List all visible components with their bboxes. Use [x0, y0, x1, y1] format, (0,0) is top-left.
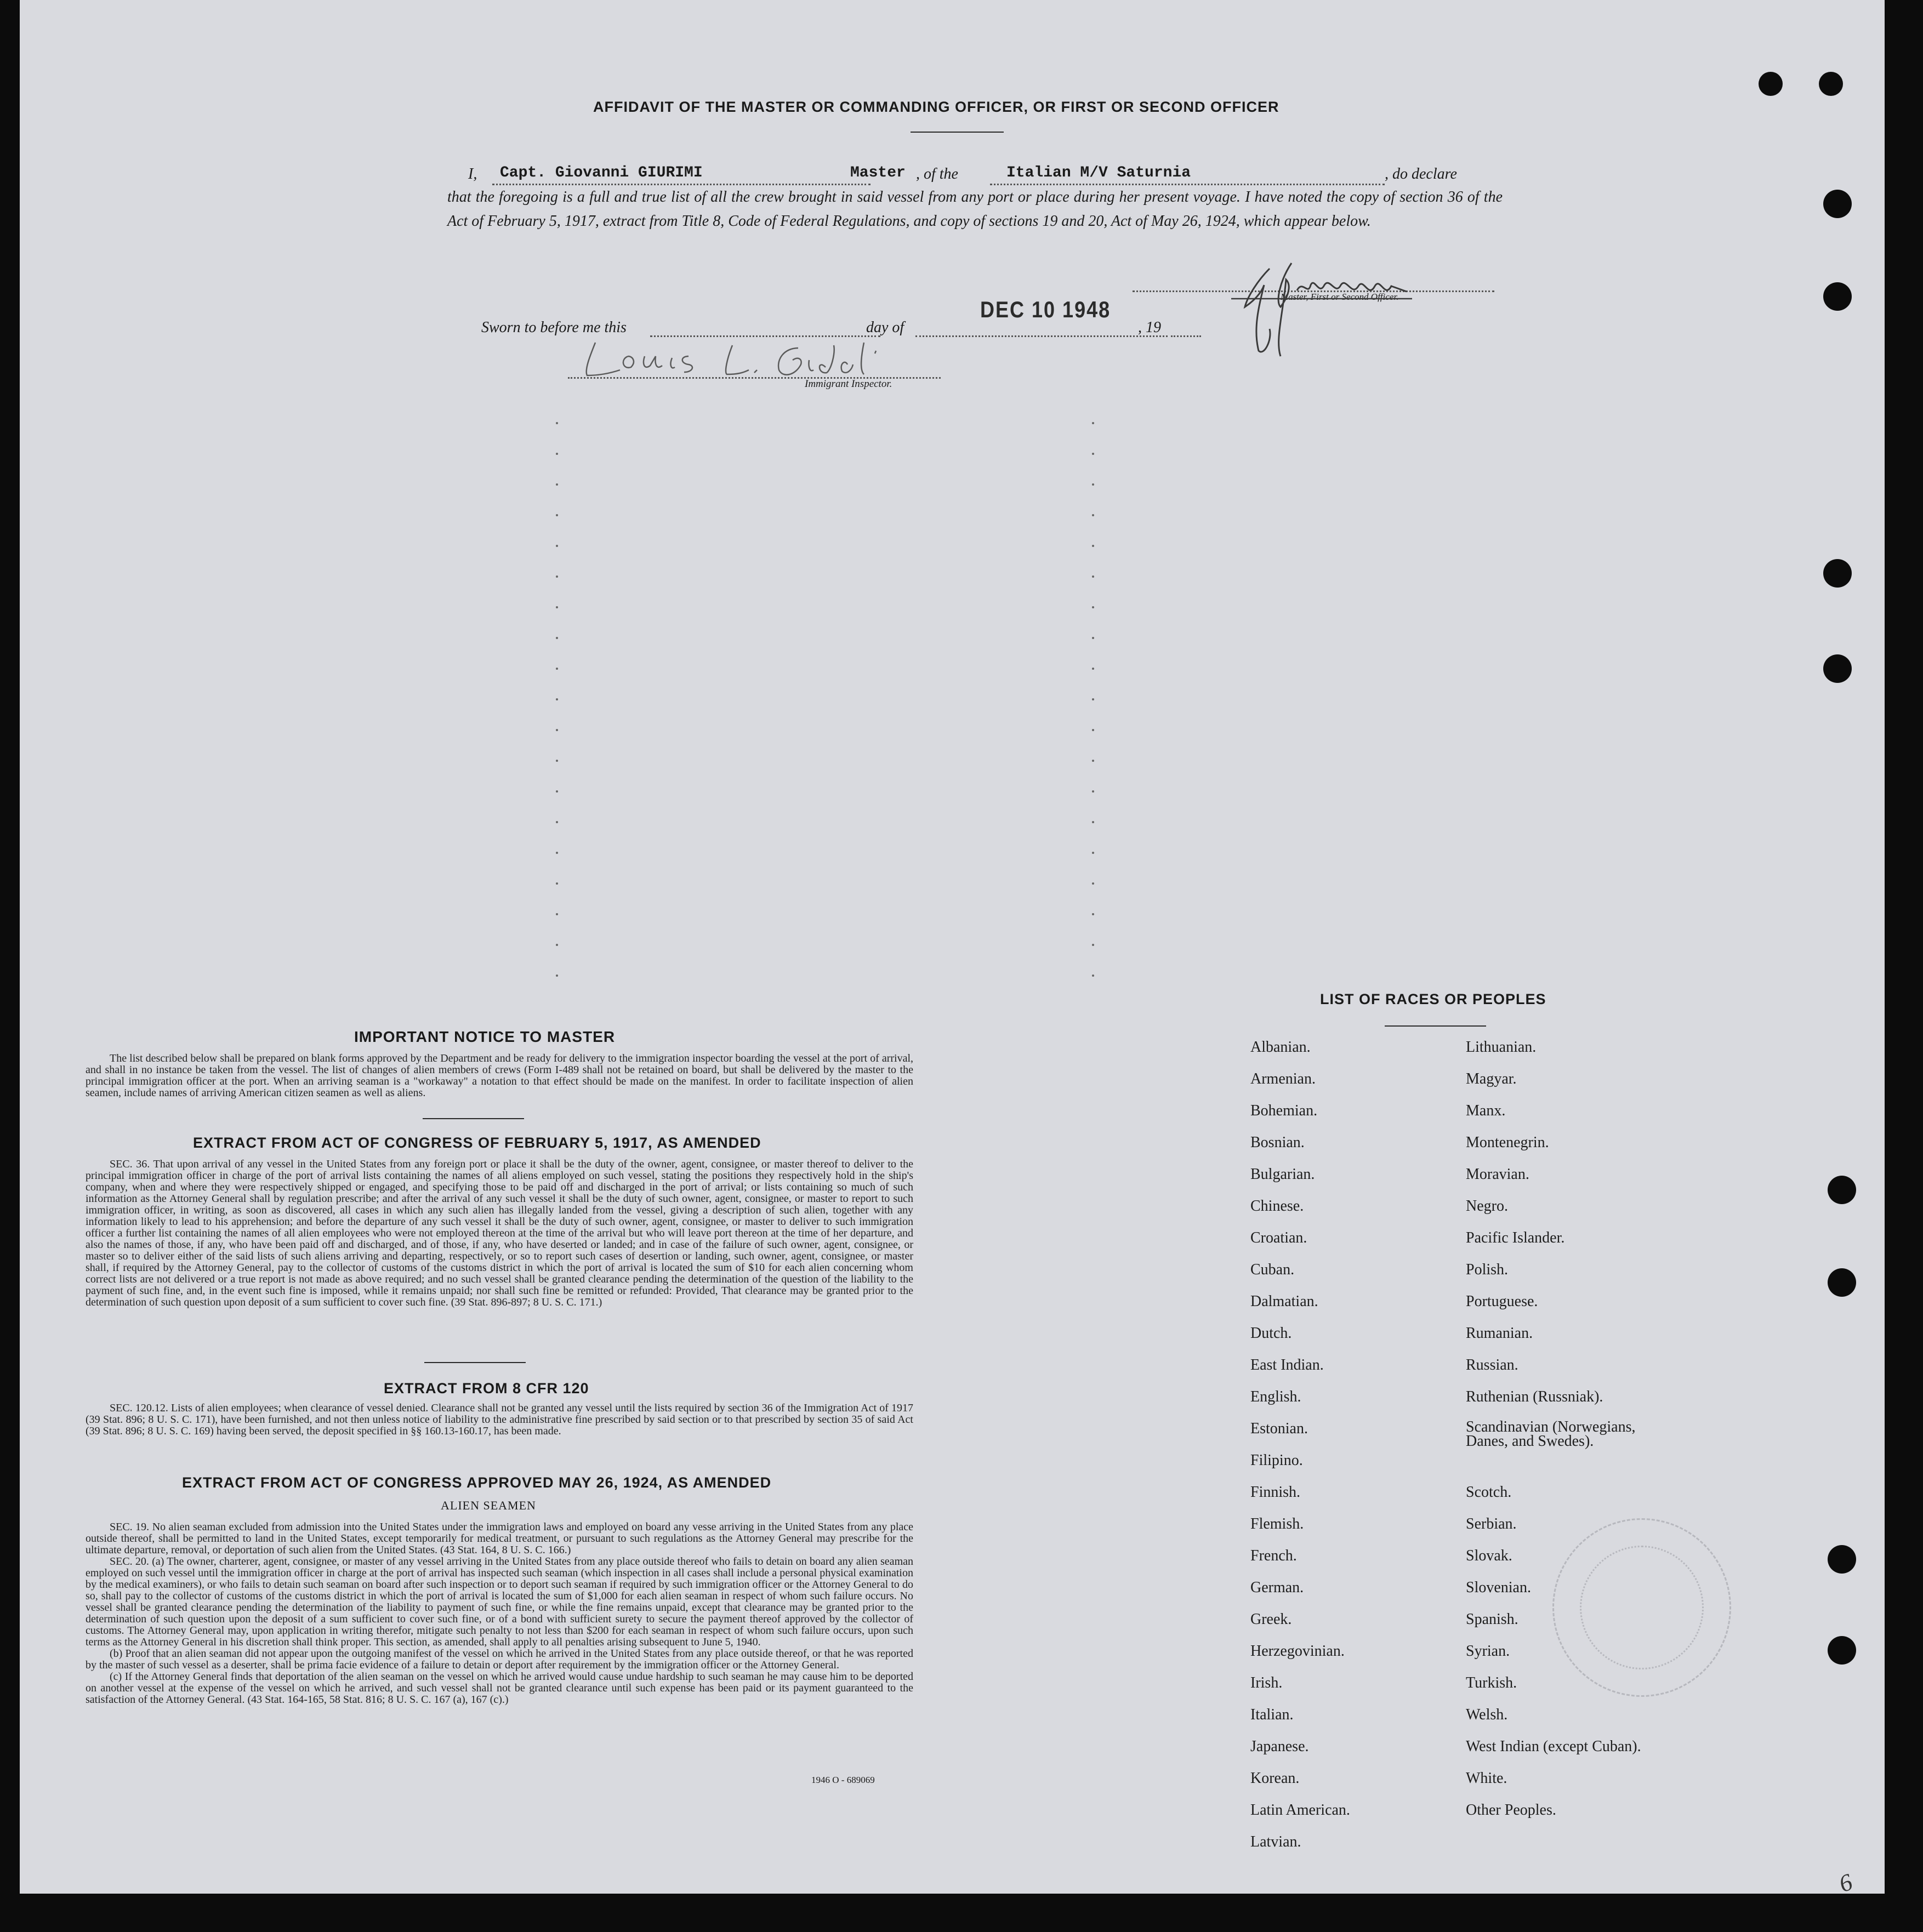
guide-dot [556, 729, 558, 731]
race-item: Chinese. [1250, 1198, 1304, 1215]
race-item: Russian. [1466, 1357, 1518, 1374]
race-item: Magyar. [1466, 1070, 1517, 1087]
race-item: Turkish. [1466, 1674, 1517, 1691]
inspector-signature [568, 326, 952, 389]
extract-1924-title: EXTRACT FROM ACT OF CONGRESS APPROVED MAY 26, 1924, AS AMENDED [182, 1474, 772, 1491]
race-item: Pacific Islander. [1466, 1229, 1565, 1246]
punch-hole [1823, 282, 1852, 311]
section-120-paragraph: SEC. 120.12. Lists of alien employees; when clearance of vessel denied. Clearance shall not be granted any vessel until the lists required by section 36 of the Immigration Act of 1917 (39 Stat. 896; 8 U. S. C. 171), have been furnished, and not then unless notice of liability to the administrative fine prescribed by said section or to that prescribed by section 35 of said Act (39 Stat. 896; 8 U. S. C. 169) having been served, the deposit specified in §§ 160.13-160.17, has been made. [86, 1402, 913, 1437]
guide-dot [1092, 637, 1094, 639]
guide-dot [556, 606, 558, 608]
master-name: Capt. Giovanni GIURIMI [500, 164, 703, 181]
inspector-caption: Immigrant Inspector. [805, 378, 892, 390]
guide-dot [556, 698, 558, 700]
extract-1924-text [86, 1521, 913, 1706]
guide-dot [1092, 422, 1094, 424]
race-item: Greek. [1250, 1611, 1292, 1628]
race-item: Latvian. [1250, 1833, 1301, 1850]
alien-seamen-subtitle: ALIEN SEAMEN [441, 1498, 536, 1512]
punch-hole [1828, 1176, 1856, 1204]
punch-hole [1823, 190, 1852, 218]
section-19-paragraph: SEC. 19. No alien seaman excluded from admission into the United States under the immigration laws and employed on board any vesse arriving in the United States from any place outside thereof, shall be permitted to land in the United States, except temporarily for medical treatment, or pursuant to such regulations as the Attorney General may prescribe for the ultimate departure, removal, or deportation of such alien from the United States. (43 Stat. 164, 8 U. S. C. 166.) [86, 1521, 913, 1556]
guide-dot [556, 974, 558, 977]
race-item: Polish. [1466, 1261, 1509, 1278]
race-item: Italian. [1250, 1706, 1294, 1723]
race-item: English. [1250, 1388, 1301, 1405]
punch-hole [1819, 72, 1843, 96]
race-item: Bulgarian. [1250, 1166, 1315, 1183]
extract-1917-text [86, 1159, 913, 1308]
race-item: Spanish. [1466, 1611, 1518, 1628]
form-number: 1946 O - 689069 [811, 1775, 875, 1785]
inspection-stamp-inner [1580, 1546, 1704, 1669]
race-item: Irish. [1250, 1674, 1283, 1691]
guide-dot [556, 575, 558, 578]
extract-1917-divider [424, 1362, 526, 1363]
guide-dot [1092, 882, 1094, 885]
title-underline [911, 132, 1004, 133]
date-field-line [915, 335, 1168, 337]
year-field-line [1171, 335, 1201, 337]
race-item: Finnish. [1250, 1484, 1301, 1501]
master-rank: Master [850, 164, 906, 181]
guide-dot [1092, 944, 1094, 946]
race-item: Japanese. [1250, 1738, 1309, 1755]
declaration-body: that the foregoing is a full and true list of all the crew brought in said vessel from any port or place during her present voyage. I have noted the copy of section 36 of the Act of February 5, 1917, extract from Title 8, Code of Federal Regulations, and copy of sections 19 and 20, Act of May 26, 1924, which appear below. [447, 189, 1503, 230]
extract-cfr-text [86, 1403, 913, 1437]
guide-dot [1092, 606, 1094, 608]
race-item: Syrian. [1466, 1643, 1510, 1660]
section-20c-paragraph: (c) If the Attorney General finds that deportation of the alien seaman on the vessel on which he arrived would cause undue hardship to such seaman he may cause him to be deported on another vessel at the expense of the vessel on which he arrived, and such vessel shall not be granted clearance until such expense has been paid or its payment guaranteed to the satisfaction of the Attorney General. (43 Stat. 164-165, 58 Stat. 816; 8 U. S. C. 167 (a), 167 (c).) [86, 1671, 913, 1706]
vessel-name: Italian M/V Saturnia [1006, 164, 1191, 181]
captain-signature [1220, 247, 1450, 375]
punch-hole [1828, 1268, 1856, 1297]
punch-hole [1759, 72, 1783, 96]
guide-dot [556, 514, 558, 516]
declaration-prefix: I, [468, 166, 477, 183]
race-item: Bosnian. [1250, 1134, 1305, 1151]
race-item: Slovenian. [1466, 1579, 1531, 1596]
year-prefix: , 19 [1138, 319, 1161, 336]
declaration-line [447, 166, 1508, 187]
race-item: Estonian. [1250, 1420, 1308, 1437]
section-20b-paragraph: (b) Proof that an alien seaman did not appear upon the outgoing manifest of the vessel on which he arrived in the United States from any place outside thereof, or that he was reported by the master of such vessel as a deserter, shall be prima facie evidence of a failure to detain or deport after requirement by the immigration officer or the Attorney General. [86, 1648, 913, 1671]
extract-cfr-title: EXTRACT FROM 8 CFR 120 [384, 1380, 589, 1397]
guide-dot [1092, 974, 1094, 977]
race-item: West Indian (except Cuban). [1466, 1738, 1641, 1755]
race-item: Rumanian. [1466, 1325, 1533, 1342]
punch-hole [1823, 559, 1852, 588]
guide-dot [556, 668, 558, 670]
race-item: Cuban. [1250, 1261, 1295, 1278]
section-36-paragraph: SEC. 36. That upon arrival of any vessel in the United States from any foreign port or place it shall be the duty of the owner, agent, consignee, or master thereof to deliver to the principal immigration officer in charge of the port of arrival lists containing the names of all aliens employed on such vessel, stating the positions they respectively hold in the ship's company, when and where they were respectively shipped or engaged, and specifying those to be paid off and discharged in the port of arrival; or lists containing so much of such information as the Attorney General shall by regulation prescribe; and after the arrival of any such vessel it shall be the duty of such owner, agent, consignee, or master to report to such immigration officer, in writing, as soon as discovered, all cases in which any such alien has illegally landed from the vessel, giving a description of such alien, together with any information likely to lead to his apprehension; and before the departure of any such vessel it shall be the duty of such owner, agent, consignee, or master to deliver to such immigration officer a further list containing the names of all alien employees who were not employed thereon at the time of the arrival but who will leave port thereon at the time of her departure, and also the names of those, if any, who have been paid off and discharged, and of those, if any, who have deserted or landed; and in case of the failure of such owner, agent, consignee, or master so to deliver either of the said lists of such aliens arriving and departing, respectively, or so to report such cases of desertion or landing, such owner, agent, consignee, or master shall, if required by the Attorney General, pay to the collector of customs of the customs district in which the port of arrival is located the sum of $10 for each alien concerning whom correct lists are not delivered or a true report is not made as above required; and no such vessel shall be granted clearance pending the determination of the question of the liability to the payment of such fine, and, in the event such fine is imposed, while it remains unpaid; nor shall such fine be remitted or refunded: Provided, That clearance may be granted prior to the determination of such question upon deposit of a sum sufficient to cover such fine. (39 Stat. 896-897; 8 U. S. C. 171.) [86, 1158, 913, 1308]
guide-dot [1092, 483, 1094, 486]
race-item: Montenegrin. [1466, 1134, 1549, 1151]
race-item: Albanian. [1250, 1039, 1311, 1056]
guide-dot [556, 790, 558, 793]
guide-dot [556, 852, 558, 854]
margin-mark: 6 [1835, 1868, 1856, 1898]
race-item: Portuguese. [1466, 1293, 1538, 1310]
punch-hole [1823, 654, 1852, 683]
race-item: Armenian. [1250, 1070, 1316, 1087]
of-the-label: , of the [916, 166, 958, 183]
notice-title: IMPORTANT NOTICE TO MASTER [354, 1028, 616, 1045]
guide-dot [1092, 760, 1094, 762]
race-item: Scandinavian (Norwegians, Danes, and Swedes). [1466, 1418, 1636, 1450]
race-item: Ruthenian (Russniak). [1466, 1388, 1603, 1405]
guide-dot [556, 637, 558, 639]
race-item: Latin American. [1250, 1802, 1350, 1819]
officer-caption: Master, First or Second Officer. [1281, 292, 1399, 302]
race-item: French. [1250, 1547, 1297, 1564]
document-page [20, 0, 1885, 1898]
guide-dot [1092, 698, 1094, 700]
guide-dot [1092, 514, 1094, 516]
race-item: White. [1466, 1770, 1507, 1787]
affidavit-title: AFFIDAVIT OF THE MASTER OR COMMANDING OFFICER, OR FIRST OR SECOND OFFICER [593, 99, 1279, 115]
race-item: Flemish. [1250, 1515, 1304, 1532]
guide-dot [1092, 545, 1094, 547]
guide-dot [1092, 790, 1094, 793]
race-item: Herzegovinian. [1250, 1643, 1345, 1660]
guide-dot [556, 483, 558, 486]
do-declare-label: , do declare [1385, 166, 1457, 183]
section-20a-paragraph: SEC. 20. (a) The owner, charterer, agent, consignee, or master of any vessel arriving in the United States from any place outside thereof who fails to detain on board any alien seaman employed on such vessel until the immigration officer in charge at the port of arrival has inspected such seaman (which inspection in all cases shall include a personal physical examination by the medical examiners), or who fails to detain such seaman on board after such inspection or to deport such seaman if required by such immigration officer or the Attorney General to do so, shall pay to the collector of customs of the customs district in which the port of arrival is located the sum of $1,000 for each alien seaman in respect of whom such failure occurs. No vessel shall be granted clearance pending the determination of the liability to payment of such fine, or while the fine remains unpaid, except that clearance may be granted prior to the determination of such question upon the deposit of a sum sufficient to cover such fine, or of a bond with sufficient surety to secure the payment thereof approved by the collector of customs. The Attorney General may, upon application in writing therefor, mitigate such penalty to not less than $200 for each seaman in respect of whom such failure occurs, upon such terms as the Attorney General in his discretion shall think proper. This section, as amended, shall apply to all penalties arising subsequent to June 5, 1940. [86, 1555, 913, 1648]
race-item: Welsh. [1466, 1706, 1508, 1723]
race-item: Scotch. [1466, 1484, 1512, 1501]
notice-text [86, 1053, 913, 1099]
day-of-label: day of [866, 319, 904, 336]
race-item: Negro. [1466, 1198, 1508, 1215]
race-item: Moravian. [1466, 1166, 1529, 1183]
race-item: Dalmatian. [1250, 1293, 1318, 1310]
race-item: Croatian. [1250, 1229, 1307, 1246]
guide-dot [1092, 729, 1094, 731]
race-item: Other Peoples. [1466, 1802, 1556, 1819]
guide-dot [556, 453, 558, 455]
race-item: Slovak. [1466, 1547, 1512, 1564]
guide-dot [1092, 453, 1094, 455]
sworn-label: Sworn to before me this [481, 319, 627, 336]
punch-hole [1828, 1545, 1856, 1574]
guide-dot [1092, 668, 1094, 670]
guide-dot [556, 545, 558, 547]
captain-signature-svg [1220, 247, 1450, 373]
guide-dot [556, 882, 558, 885]
column-guide-right [1092, 422, 1094, 1003]
date-stamp: DEC 10 1948 [980, 296, 1111, 322]
guide-dot [1092, 575, 1094, 578]
punch-hole [1828, 1636, 1856, 1665]
guide-dot [556, 913, 558, 915]
notice-paragraph: The list described below shall be prepared on blank forms approved by the Department and be ready for delivery to the immigration inspector boarding the vessel at the port of arrival, and shall in no instance be taken from the vessel. The list of changes of alien members of crews (Form I-489 shall not be retained on board, but shall be delivered by the master to the principal immigration officer at the port. When an arriving seaman is a "workaway" a notation to that effect should be made on the manifest. In order to facilitate inspection of alien seamen, include names of arriving American citizen seamen as well as aliens. [86, 1052, 913, 1099]
race-item: Bohemian. [1250, 1102, 1318, 1119]
race-item: Serbian. [1466, 1515, 1517, 1532]
race-item: Manx. [1466, 1102, 1506, 1119]
guide-dot [1092, 913, 1094, 915]
guide-dot [556, 821, 558, 823]
races-title-underline [1385, 1025, 1486, 1027]
race-item: East Indian. [1250, 1357, 1324, 1374]
guide-dot [556, 760, 558, 762]
race-item: German. [1250, 1579, 1304, 1596]
guide-dot [556, 944, 558, 946]
guide-dot [1092, 821, 1094, 823]
notice-divider [423, 1118, 524, 1119]
race-item: Dutch. [1250, 1325, 1292, 1342]
guide-dot [556, 422, 558, 424]
race-item: Filipino. [1250, 1452, 1303, 1469]
guide-dot [1092, 852, 1094, 854]
extract-1917-title: EXTRACT FROM ACT OF CONGRESS OF FEBRUARY 5, 1917, AS AMENDED [193, 1135, 761, 1151]
races-title: LIST OF RACES OR PEOPLES [1320, 991, 1546, 1007]
race-item: Lithuanian. [1466, 1039, 1537, 1056]
column-guide-left [556, 422, 558, 1003]
race-item: Korean. [1250, 1770, 1300, 1787]
